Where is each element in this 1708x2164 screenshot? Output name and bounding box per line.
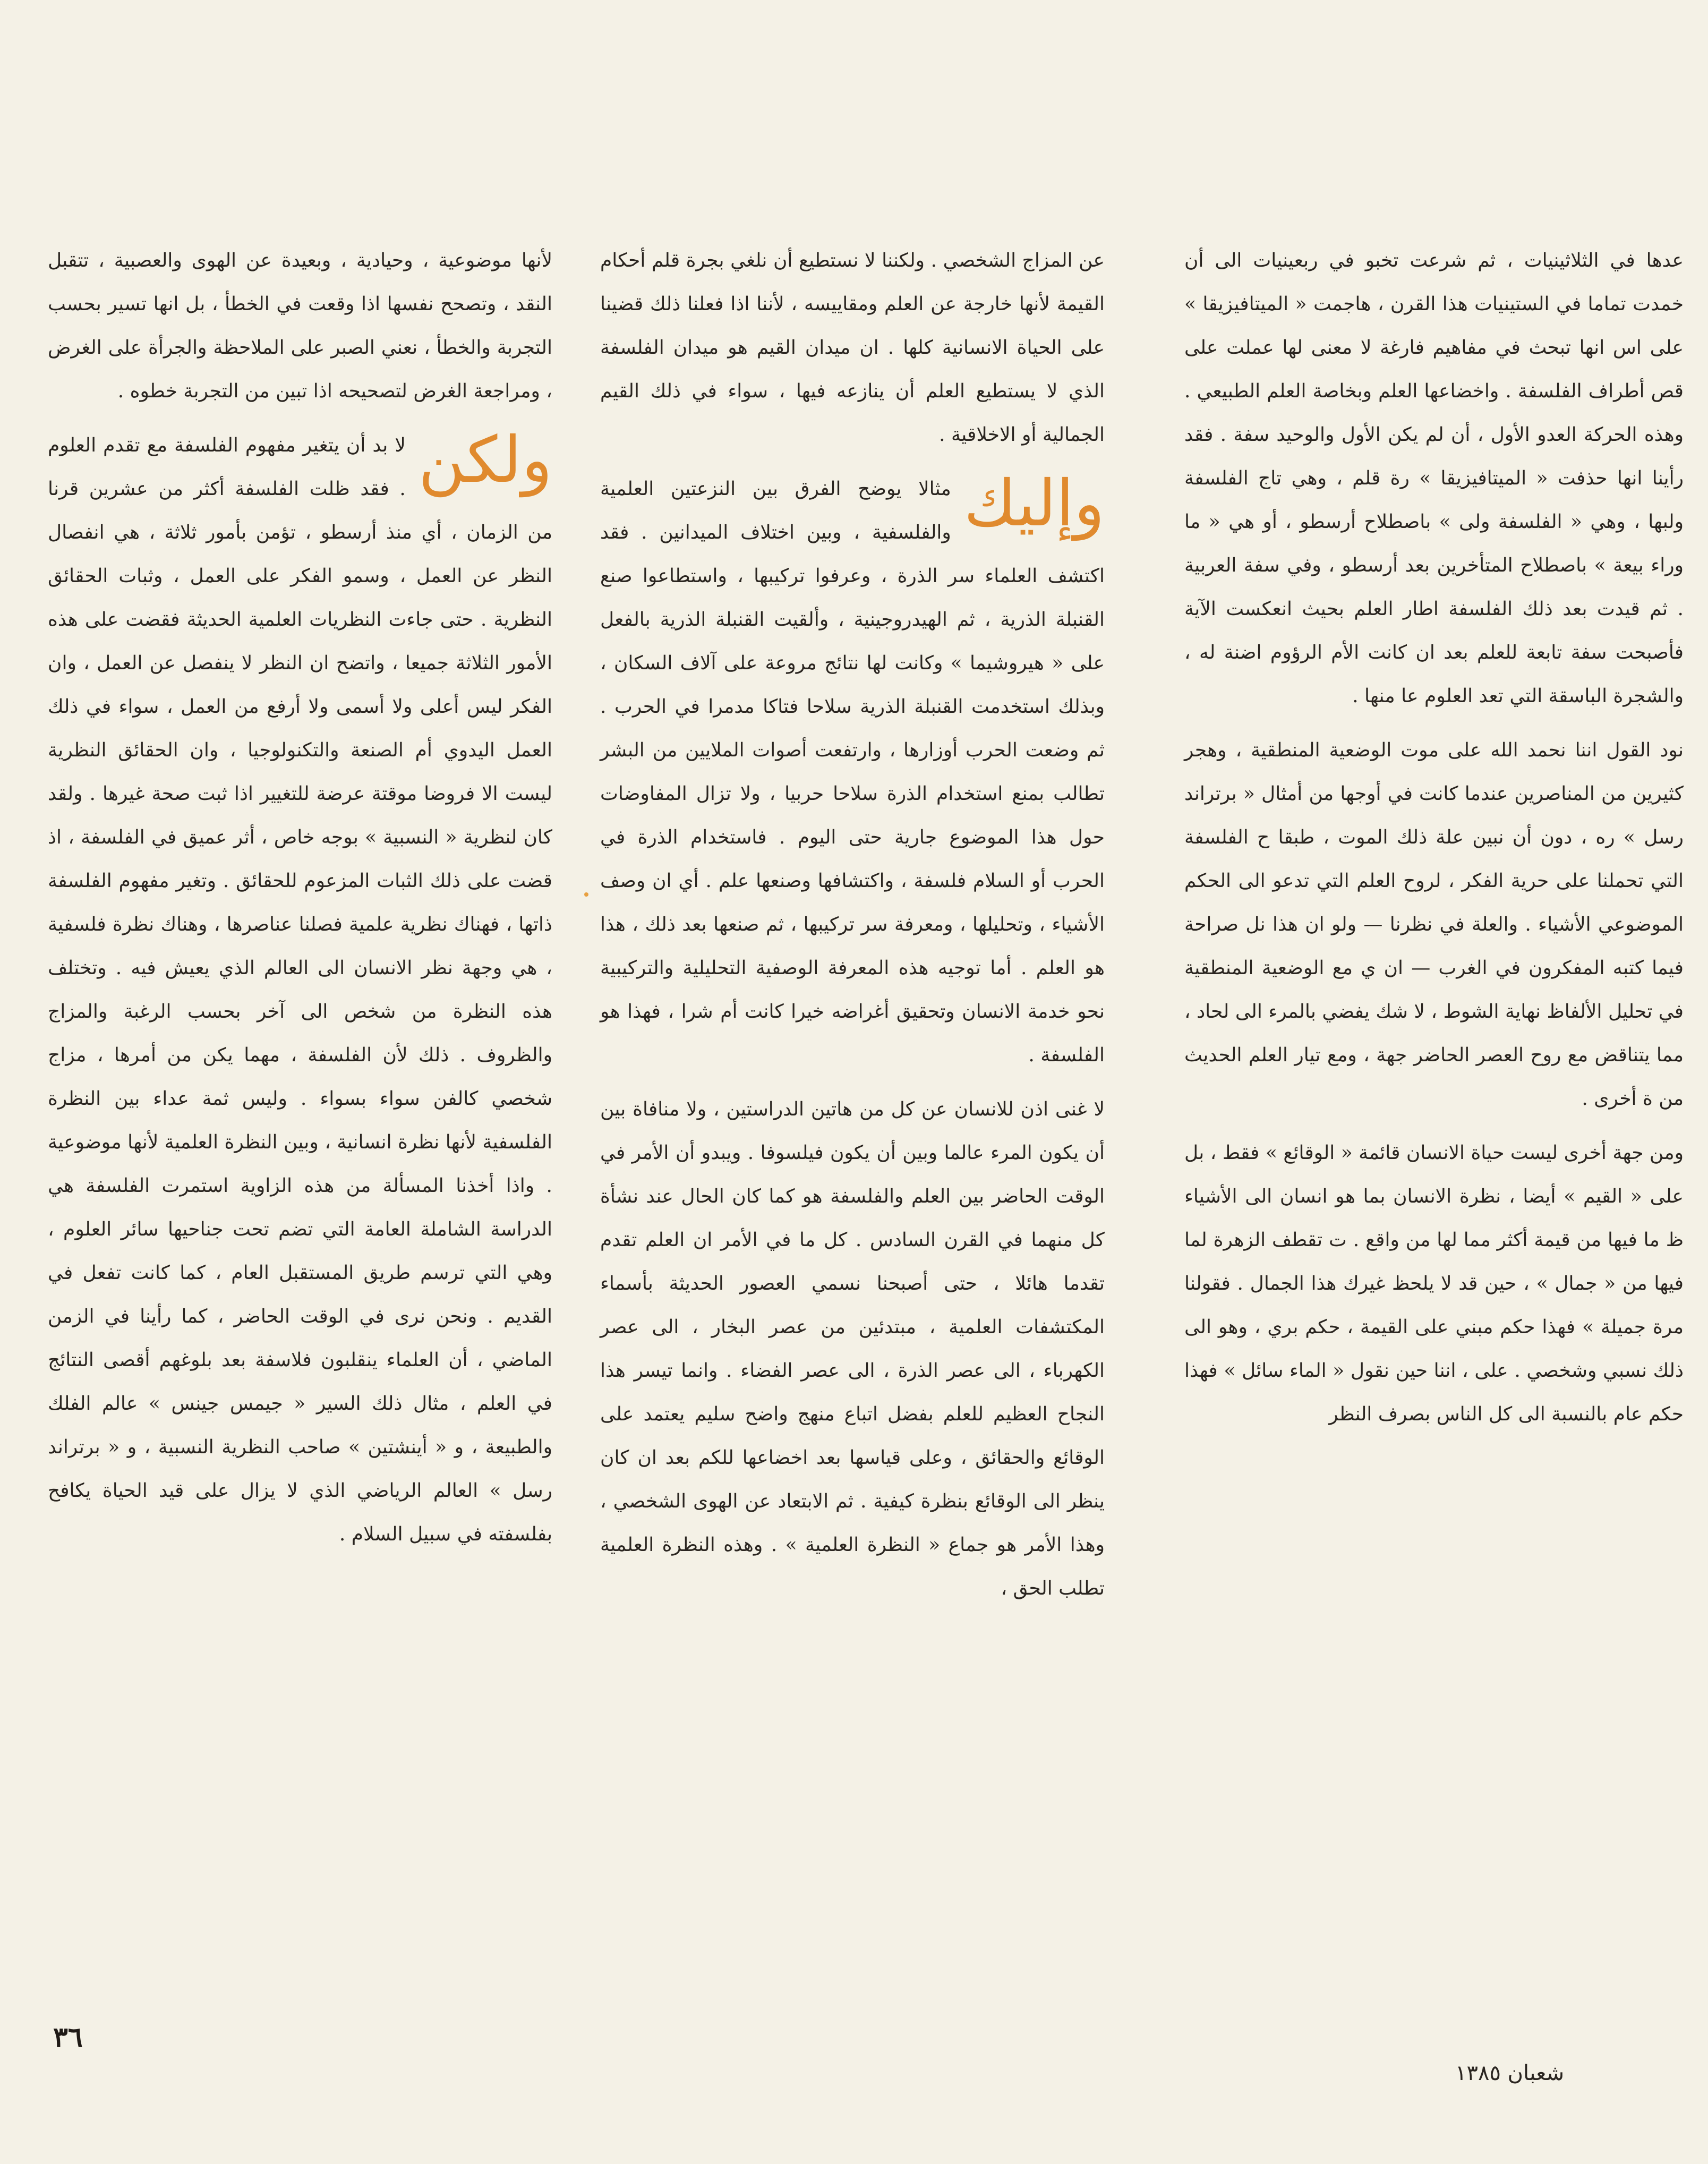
ink-dot (584, 892, 588, 897)
paragraph-text: لا بد أن يتغير مفهوم الفلسفة مع تقدم العلوم . فقد ظلت الفلسفة أكثر من عشرين قرنا من الزمان ، أي منذ أرسطو ، تؤمن بأمور ثلاثة ، هي انفصال النظر عن العمل ، وسمو الفكر على العمل ، وثبات الحقائق النظرية . حتى جاءت النظريات العلمية الحديثة فقضت على هذه الأمور الثلاثة جميعا ، واتضح ان النظر لا ينفصل عن العمل ، وان الفكر ليس أعلى ولا أسمى ولا أرفع من العمل ، سواء في ذلك العمل اليدوي أم الصنعة والتكنولوجيا ، وان الحقائق النظرية ليست الا فروضا موقتة عرضة للتغيير اذا ثبت صحة غيرها . ولقد كان لنظرية « النسبية » بوجه خاص ، أثر عميق في الفلسفة ، اذ قضت على ذلك الثبات المزعوم للحقائق . وتغير مفهوم الفلسفة ذاتها ، فهناك نظرية علمية فصلنا عناصرها ، وهناك نظرة فلسفية ، هي وجهة نظر الانسان الى العالم الذي يعيش فيه . وتختلف هذه النظرة من شخص الى آخر بحسب الرغبة والمزاج والظروف . ذلك لأن الفلسفة ، مهما يكن من أمرها ، مزاج شخصي كالفن سواء بسواء . وليس ثمة عداء بين النظرة الفلسفية لأنها نظرة انسانية ، وبين النظرة العلمية لأنها موضوعية . واذا أخذنا المسألة من هذه الزاوية استمرت الفلسفة هي الدراسة الشاملة العامة التي تضم تحت جناحيها سائر العلوم ، وهي التي ترسم طريق المستقبل العام ، كما كانت تفعل في القديم . ونحن نرى في الوقت الحاضر ، كما رأينا في الزمن الماضي ، أن العلماء ينقلبون فلاسفة بعد بلوغهم أقصى النتائج في العلم ، مثال ذلك السير « جيمس جينس » عالم الفلك والطبيعة ، و « أينشتين » صاحب النظرية النسبية ، و « برتراند رسل » العالم الرياضي الذي لا يزال على قيد الحياة يكافح بفلسفته في سبيل السلام . (48, 434, 552, 1545)
paragraph: ومن جهة أخرى ليست حياة الانسان قائمة « الوقائع » فقط ، بل على « القيم » أيضا ، نظرة الانسان بما هو انسان الى الأشياء ظ ما فيها من قيمة أكثر مما لها من واقع . ت تقطف الزهرة لما فيها من « جمال » ، حين قد لا يلحظ غيرك هذا الجمال . فقولنا مرة جميلة » فهذا حكم مبني على القيمة ، حكم بري ، وهو الى ذلك نسبي وشخصي . على ، اننا حين نقول « الماء سائل » فهذا حكم عام بالنسبة الى كل الناس بصرف النظر (1184, 1142, 1684, 1425)
page-number: ٣٦ (53, 2021, 83, 2054)
paragraph (600, 467, 1105, 1077)
paragraph: لأنها موضوعية ، وحيادية ، وبعيدة عن الهوى والعصبية ، تتقبل النقد ، وتصحح نفسها اذا وقعت في الخطأ ، بل انها تسير بحسب التجربة والخطأ ، نعني الصبر على الملاحظة والجرأة على الغرض ، ومراجعة الغرض لتصحيحه اذا تبين من التجربة خطوه . (48, 250, 552, 402)
decorative-dropcap: وإليك (963, 467, 1105, 541)
paragraph (48, 424, 552, 1556)
decorative-dropcap: ولكن (418, 423, 552, 497)
footer-date: شعبان ١٣٨٥ (1455, 2061, 1565, 2085)
paragraph: عدها في الثلاثينيات ، ثم شرعت تخبو في ربعينيات الى أن خمدت تماما في الستينيات هذا القرن ، هاجمت « الميتافيزيقا » على اس انها تبحث في مفاهيم فارغة لا معنى لها عملت على قص أطراف الفلسفة . واخضاعها العلم وبخاصة العلم الطبيعي . وهذه الحركة العدو الأول ، أن لم يكن الأول والوحيد سفة . فقد رأينا انها حذفت « الميتافيزيقا » رة قلم ، وهي تاج الفلسفة ولبها ، وهي « الفلسفة ولى » باصطلاح أرسطو ، أو هي « ما وراء بيعة » باصطلاح المتأخرين بعد أرسطو ، وفي سفة العربية . ثم قيدت بعد ذلك الفلسفة اطار العلم بحيث انعكست الآية فأصبحت سفة تابعة للعلم بعد ان كانت الأم الرؤوم اضنة له ، والشجرة الباسقة التي تعد العلوم عا منها . (1184, 250, 1684, 707)
paragraph-text: مثالا يوضح الفرق بين النزعتين العلمية والفلسفية ، وبين اختلاف الميدانين . فقد اكتشف العلماء سر الذرة ، وعرفوا تركيبها ، واستطاعوا صنع القنبلة الذرية ، ثم الهيدروجينية ، وألقيت القنبلة الذرية بالفعل على « هيروشيما » وكانت لها نتائج مروعة على آلاف السكان ، وبذلك استخدمت القنبلة الذرية سلاحا فتاكا مدمرا في الحرب . ثم وضعت الحرب أوزارها ، وارتفعت أصوات الملايين من البشر تطالب بمنع استخدام الذرة سلاحا حربيا ، ولا تزال المفاوضات حول هذا الموضوع جارية حتى اليوم . فاستخدام الذرة في الحرب أو السلام فلسفة ، واكتشافها وصنعها علم . أي ان وصف الأشياء ، وتحليلها ، ومعرفة سر تركيبها ، ثم صنعها بعد ذلك ، هذا هو العلم . أما توجيه هذه المعرفة الوصفية التحليلية والتركيبية نحو خدمة الانسان وتحقيق أغراضه خيرا كانت أم شرا ، فهذا هو الفلسفة . (600, 478, 1105, 1066)
text-column-left (48, 239, 552, 2008)
text-column-middle (600, 239, 1105, 2008)
paragraph: لا غنى اذن للانسان عن كل من هاتين الدراستين ، ولا منافاة بين أن يكون المرء عالما وبين أن يكون فيلسوفا . ويبدو أن الأمر في الوقت الحاضر بين العلم والفلسفة هو كما كان الحال عند نشأة كل منهما في القرن السادس . كل ما في الأمر ان العلم تقدم تقدما هائلا ، حتى أصبحنا نسمي العصور الحديثة بأسماء المكتشفات العلمية ، مبتدئين من عصر البخار ، الى عصر الكهرباء ، الى عصر الذرة ، الى عصر الفضاء . وانما تيسر هذا النجاح العظيم للعلم بفضل اتباع منهج واضح سليم يعتمد على الوقائع والحقائق ، وعلى قياسها بعد اخضاعها للكم بعد ان كان ينظر الى الوقائع بنظرة كيفية . ثم الابتعاد عن الهوى الشخصي ، وهذا الأمر هو جماع « النظرة العلمية » . وهذه النظرة العلمية تطلب الحق ، (600, 1098, 1105, 1599)
paragraph: عن المزاج الشخصي . ولكننا لا نستطيع أن نلغي بجرة قلم أحكام القيمة لأنها خارجة عن العلم ومقاييسه ، لأننا اذا فعلنا ذلك قضينا على الحياة الانسانية كلها . ان ميدان القيم هو ميدان الفلسفة الذي لا يستطيع العلم أن ينازعه فيها ، سواء في ذلك القيم الجمالية أو الاخلاقية . (600, 250, 1105, 446)
text-column-right (1184, 239, 1684, 2008)
paragraph: نود القول اننا نحمد الله على موت الوضعية المنطقية ، وهجر كثيرين من المناصرين عندما كانت في أوجها من أمثال « برتراند رسل » ره ، دون أن نبين علة ذلك الموت ، طبقا ح الفلسفة التي تحملنا على حرية الفكر ، لروح العلم التي تدعو الى الحكم الموضوعي الأشياء . والعلة في نظرنا — ولو ان هذا نل صراحة فيما كتبه المفكرون في الغرب — ان ي مع الوضعية المنطقية في تحليل الألفاظ نهاية الشوط ، لا شك يفضي بالمرء الى لحاد ، مما يتناقض مع روح العصر الحاضر جهة ، ومع تيار العلم الحديث من ة أخرى . (1184, 739, 1684, 1110)
